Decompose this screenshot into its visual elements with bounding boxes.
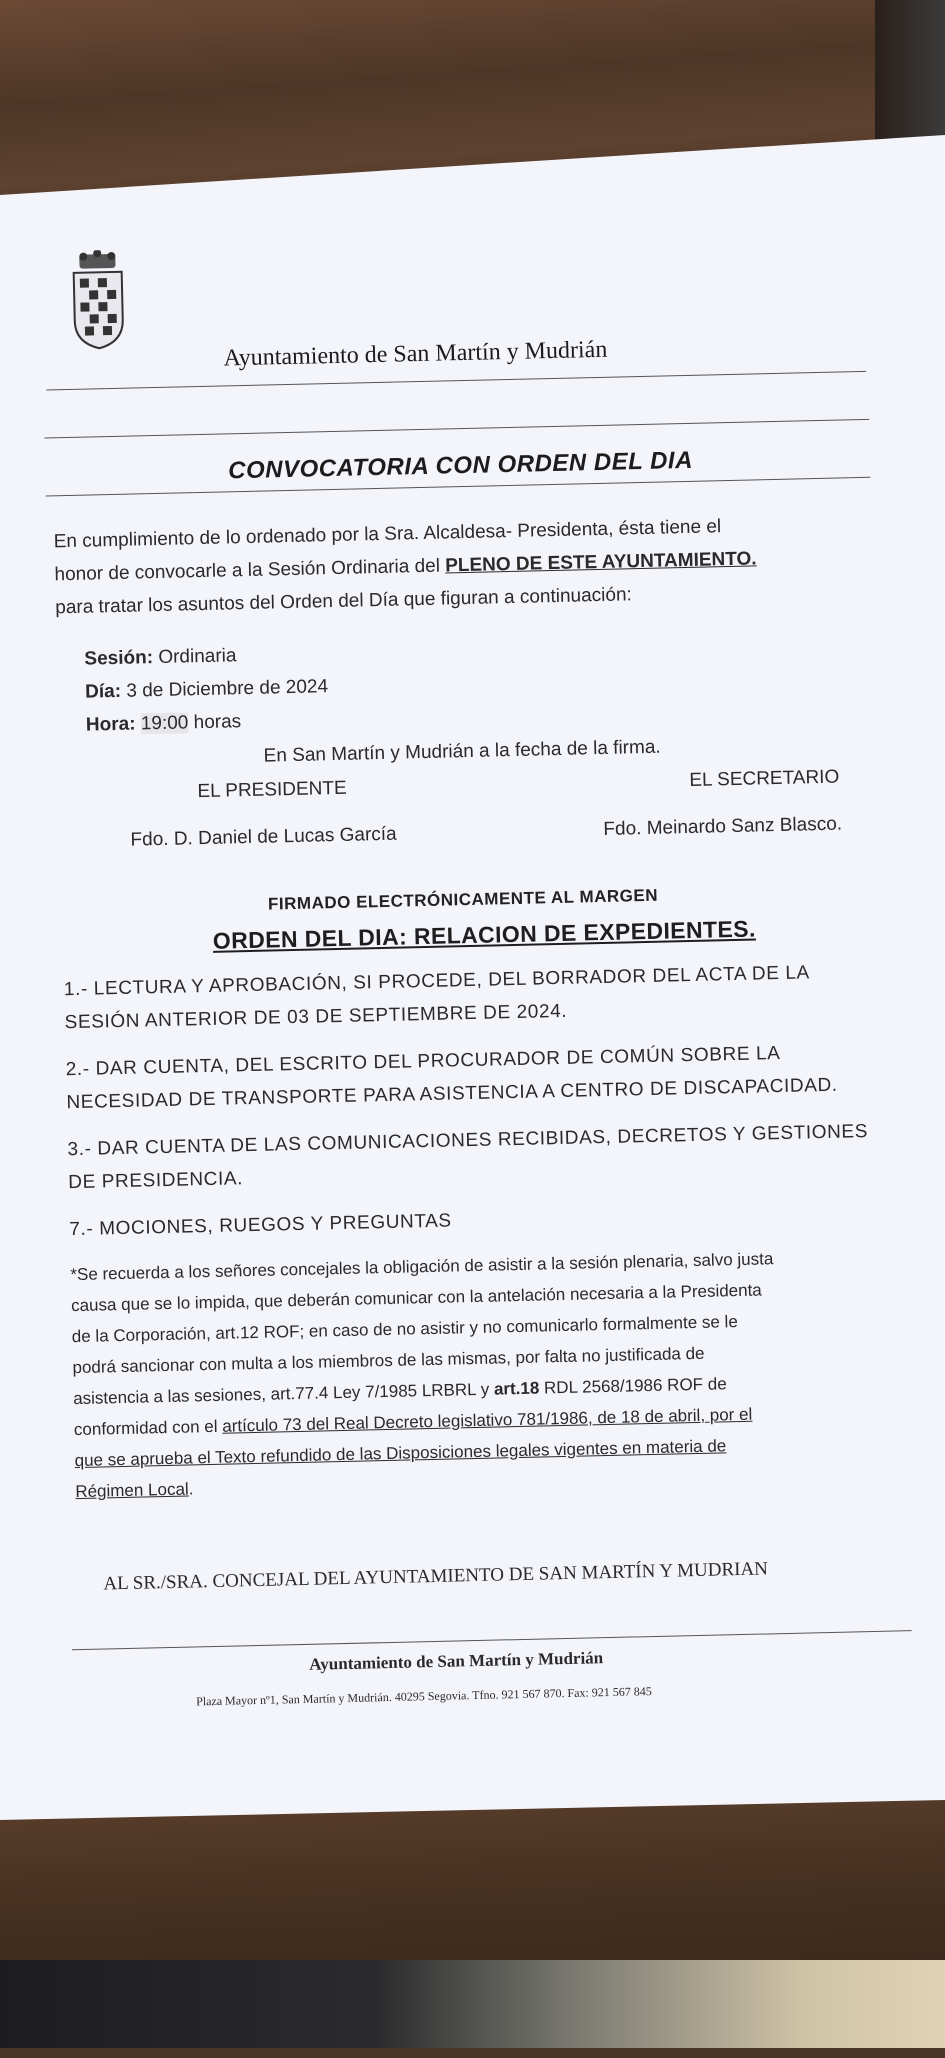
signed-note: FIRMADO ELECTRÓNICAMENTE AL MARGEN: [267, 885, 659, 914]
agenda-item-2-line-1: 2.- DAR CUENTA, DEL ESCRITO DEL PROCURADOR DE COMÚN SOBRE LA: [65, 1042, 781, 1081]
header-rule-2: [44, 419, 869, 439]
footer-address: Plaza Mayor nº1, San Martín y Mudrián. 40295 Segovia. Tfno. 921 567 870. Fax: 921 567 845: [195, 1684, 652, 1709]
notice-line-7: que se aprueba el Texto refundido de las Disposiciones legales vigentes en materia de: [74, 1436, 727, 1471]
agenda-item-3-line-2: DE PRESIDENCIA.: [68, 1168, 244, 1194]
notice-article-73: artículo 73 del Real Decreto legislativo 781/1986, de 18 de abril, por el: [222, 1404, 753, 1436]
notice-period: .: [188, 1479, 194, 1499]
page-title: CONVOCATORIA CON ORDEN DEL DIA: [227, 446, 694, 485]
intro-line-2-text: honor de convocarle a la Sesión Ordinaria del: [54, 555, 446, 586]
president-name: Fdo. D. Daniel de Lucas García: [130, 823, 397, 851]
agenda-item-1-line-2: SESIÓN ANTERIOR DE 03 DE SEPTIEMBRE DE 2024.: [64, 1000, 568, 1034]
notice-regimen-local: Régimen Local: [75, 1479, 189, 1502]
time-value: 19:00: [140, 712, 189, 735]
agenda-item-2-line-2: NECESIDAD DE TRANSPORTE PARA ASISTENCIA A CENTRO DE DISCAPACIDAD.: [66, 1074, 838, 1114]
intro-line-1: En cumplimiento de lo ordenado por la Sra. Alcaldesa- Presidenta, ésta tiene el: [53, 516, 722, 553]
agenda-item-3-line-1: 3.- DAR CUENTA DE LAS COMUNICACIONES RECIBIDAS, DECRETOS Y GESTIONES: [67, 1121, 869, 1161]
date-label: Día:: [84, 680, 122, 703]
session-time: [86, 711, 242, 737]
time-suffix: horas: [188, 711, 242, 734]
notice-line-4: podrá sancionar con multa a los miembros de las mismas, por falta no justificada de: [72, 1343, 705, 1378]
notice-line-6-a: conformidad con el: [73, 1416, 223, 1440]
intro-line-2: [54, 548, 757, 586]
institution-header: Ayuntamiento de San Martín y Mudrián: [223, 336, 608, 372]
agenda-title: ORDEN DEL DIA: RELACION DE EXPEDIENTES.: [212, 915, 756, 954]
president-title: EL PRESIDENTE: [197, 777, 347, 803]
pleno-label: PLENO DE ESTE AYUNTAMIENTO.: [444, 548, 757, 577]
header-rule-1: [46, 371, 866, 391]
session-type: [84, 645, 237, 670]
notice-line-6: [74, 1405, 753, 1440]
notice-line-5: [73, 1374, 727, 1409]
session-date: [85, 676, 328, 704]
notice-line-5-c: RDL 2568/1986 ROF de: [539, 1374, 727, 1398]
agenda-item-7: 7.- MOCIONES, RUEGOS Y PREGUNTAS: [69, 1210, 452, 1241]
time-label: Hora:: [85, 713, 136, 736]
notice-line-2: causa que se lo impida, que deberán comunicar con la antelación necesaria a la Presidenta: [70, 1280, 762, 1316]
session-value: Ordinaria: [152, 645, 237, 669]
notice-art18: art.18: [493, 1378, 540, 1399]
place-date: En San Martín y Mudrián a la fecha de la firma.: [263, 736, 661, 767]
notice-line-3: de la Corporación, art.12 ROF; en caso de no asistir y no comunicarlo formalmente se le: [71, 1312, 739, 1347]
notice-line-8: [75, 1479, 194, 1502]
secretary-name: Fdo. Meinardo Sanz Blasco.: [603, 813, 843, 840]
notice-line-1: *Se recuerda a los señores concejales la obligación de asistir a la sesión plenaria, salvo justa: [70, 1249, 774, 1285]
agenda-item-1-line-1: 1.- LECTURA Y APROBACIÓN, SI PROCEDE, DEL BORRADOR DEL ACTA DE LA: [63, 962, 811, 1001]
secretary-title: EL SECRETARIO: [689, 766, 840, 791]
date-value: 3 de Diciembre de 2024: [120, 676, 329, 702]
addressee: AL SR./SRA. CONCEJAL DEL AYUNTAMIENTO DE SAN MARTÍN Y MUDRIAN: [103, 1558, 769, 1595]
coat-of-arms-icon: [69, 250, 127, 351]
intro-line-3: para tratar los asuntos del Orden del Día que figuran a continuación:: [55, 584, 633, 619]
notice-line-5-a: asistencia a las sesiones, art.77.4 Ley 7/1985 LRBRL y: [72, 1379, 495, 1409]
session-label: Sesión:: [84, 647, 154, 670]
footer-institution: Ayuntamiento de San Martín y Mudrián: [309, 1648, 604, 1674]
footer-rule: [72, 1630, 912, 1650]
